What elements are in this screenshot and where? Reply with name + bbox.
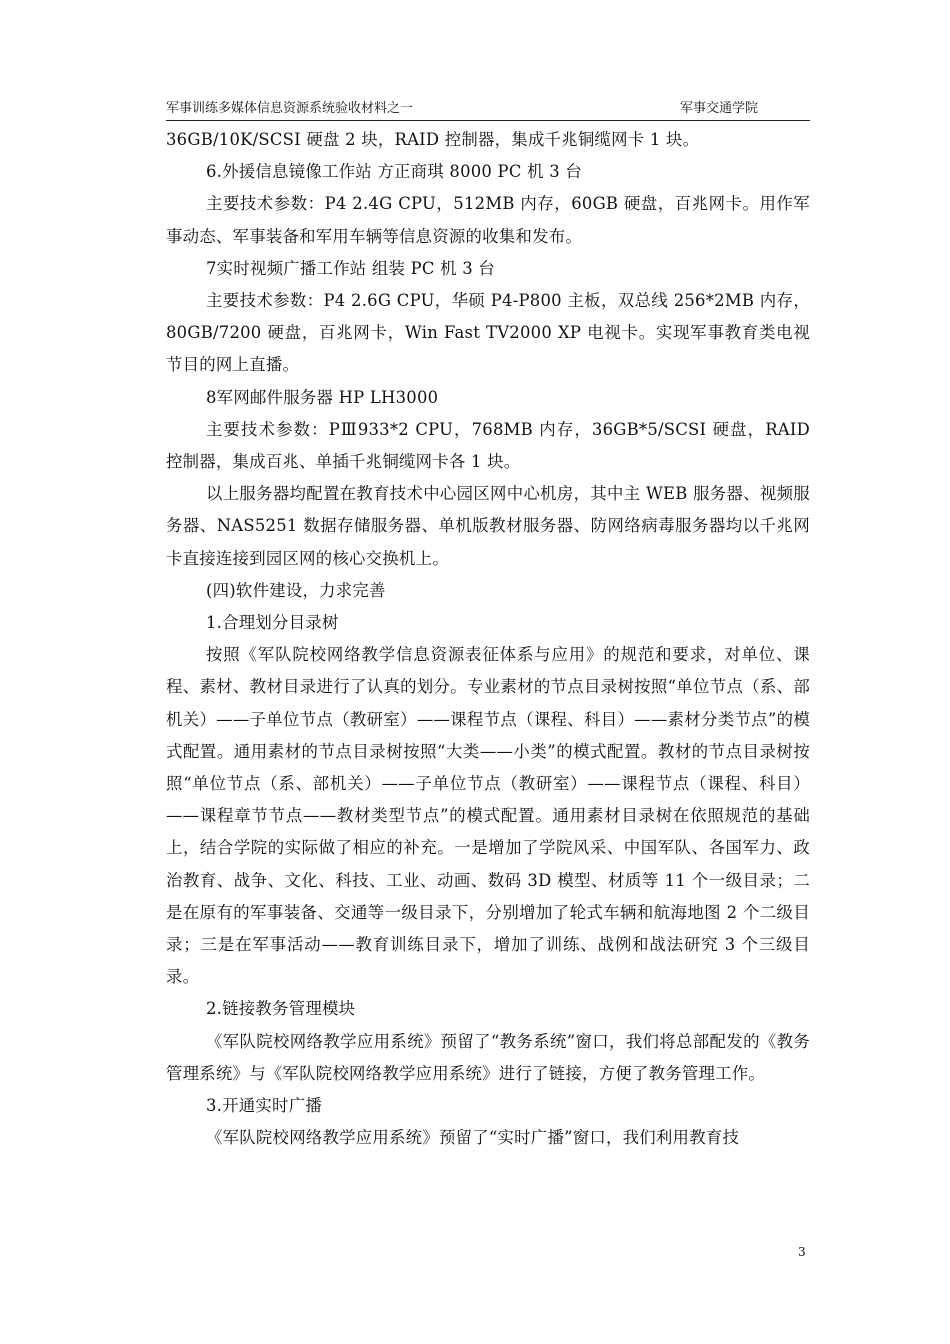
subheading-directory-tree: 1.合理划分目录树 — [206, 613, 339, 633]
document-body — [166, 124, 810, 1155]
paragraph-directory-tree: 按照《军队院校网络教学信息资源表征体系与应用》的规范和要求，对单位、课程、素材、教材目录进行了认真的划分。专业素材的节点目录树按照“单位节点（系、部机关）——子单位节点（教研室）——课程节点（课程、科目）——素材分类节点”的模式配置。通用素材的节点目录树按照“大类——小类”的模式配置。教材的节点目录树按照“单位节点（系、部机关）——子单位节点（教研室）——课程节点（课程、科目）——课程章节节点——教材类型节点”的模式配置。通用素材目录树在依照规范的基础上，结合学院的实际做了相应的补充。一是增加了学院风采、中国军队、各国军力、政治教育、战争、文化、科技、工业、动画、数码 3D 模型、材质等 11 个一级目录；二是在原有的军事装备、交通等一级目录下，分别增加了轮式车辆和航海地图 2 个二级目录；三是在军事活动——教育训练目录下，增加了训练、战例和战法研究 3 个三级目录。 — [166, 645, 810, 987]
subheading-live-broadcast: 3.开通实时广播 — [206, 1096, 322, 1116]
paragraph-4: 7实时视频广播工作站 组装 PC 机 3 台 — [206, 258, 496, 278]
page-number: 3 — [798, 1245, 806, 1259]
subheading-academic-module: 2.链接教务管理模块 — [206, 999, 356, 1019]
paragraph-5: 主要技术参数：P4 2.6G CPU，华硕 P4-P800 主板，双总线 256*2MB 内存，80GB/7200 硬盘，百兆网卡，Win Fast TV2000 XP 电视卡。实现军事教育类电视节目的网上直播。 — [166, 291, 810, 375]
paragraph-live-broadcast: 《军队院校网络教学应用系统》预留了“实时广播”窗口，我们利用教育技 — [206, 1128, 740, 1148]
paragraph-3: 主要技术参数：P4 2.4G CPU，512MB 内存，60GB 硬盘，百兆网卡。用作军事动态、军事装备和军用车辆等信息资源的收集和发布。 — [166, 194, 810, 246]
paragraph-1: 36GB/10K/SCSI 硬盘 2 块，RAID 控制器，集成千兆铜缆网卡 1 块。 — [166, 130, 700, 149]
header-institution: 军事交通学院 — [680, 101, 759, 116]
paragraph-6: 8军网邮件服务器 HP LH3000 — [206, 387, 439, 407]
paragraph-2: 6.外援信息镜像工作站 方正商琪 8000 PC 机 3 台 — [206, 162, 582, 182]
section-heading-software: (四)软件建设，力求完善 — [206, 580, 386, 600]
page-header — [166, 100, 810, 121]
paragraph-8: 以上服务器均配置在教育技术中心园区网中心机房，其中主 WEB 服务器、视频服务器、NAS5251 数据存储服务器、单机版教材服务器、防网络病毒服务器均以千兆网卡直接连接到园区网的核心交换机上。 — [166, 484, 810, 568]
paragraph-7: 主要技术参数：PⅢ933*2 CPU，768MB 内存，36GB*5/SCSI 硬盘，RAID 控制器，集成百兆、单插千兆铜缆网卡各 1 块。 — [166, 419, 810, 472]
header-document-title: 军事训练多媒体信息资源系统验收材料之一 — [166, 101, 414, 116]
paragraph-academic-module: 《军队院校网络教学应用系统》预留了“教务系统”窗口，我们将总部配发的《教务管理系统》与《军队院校网络教学应用系统》进行了链接，方便了教务管理工作。 — [166, 1031, 810, 1083]
